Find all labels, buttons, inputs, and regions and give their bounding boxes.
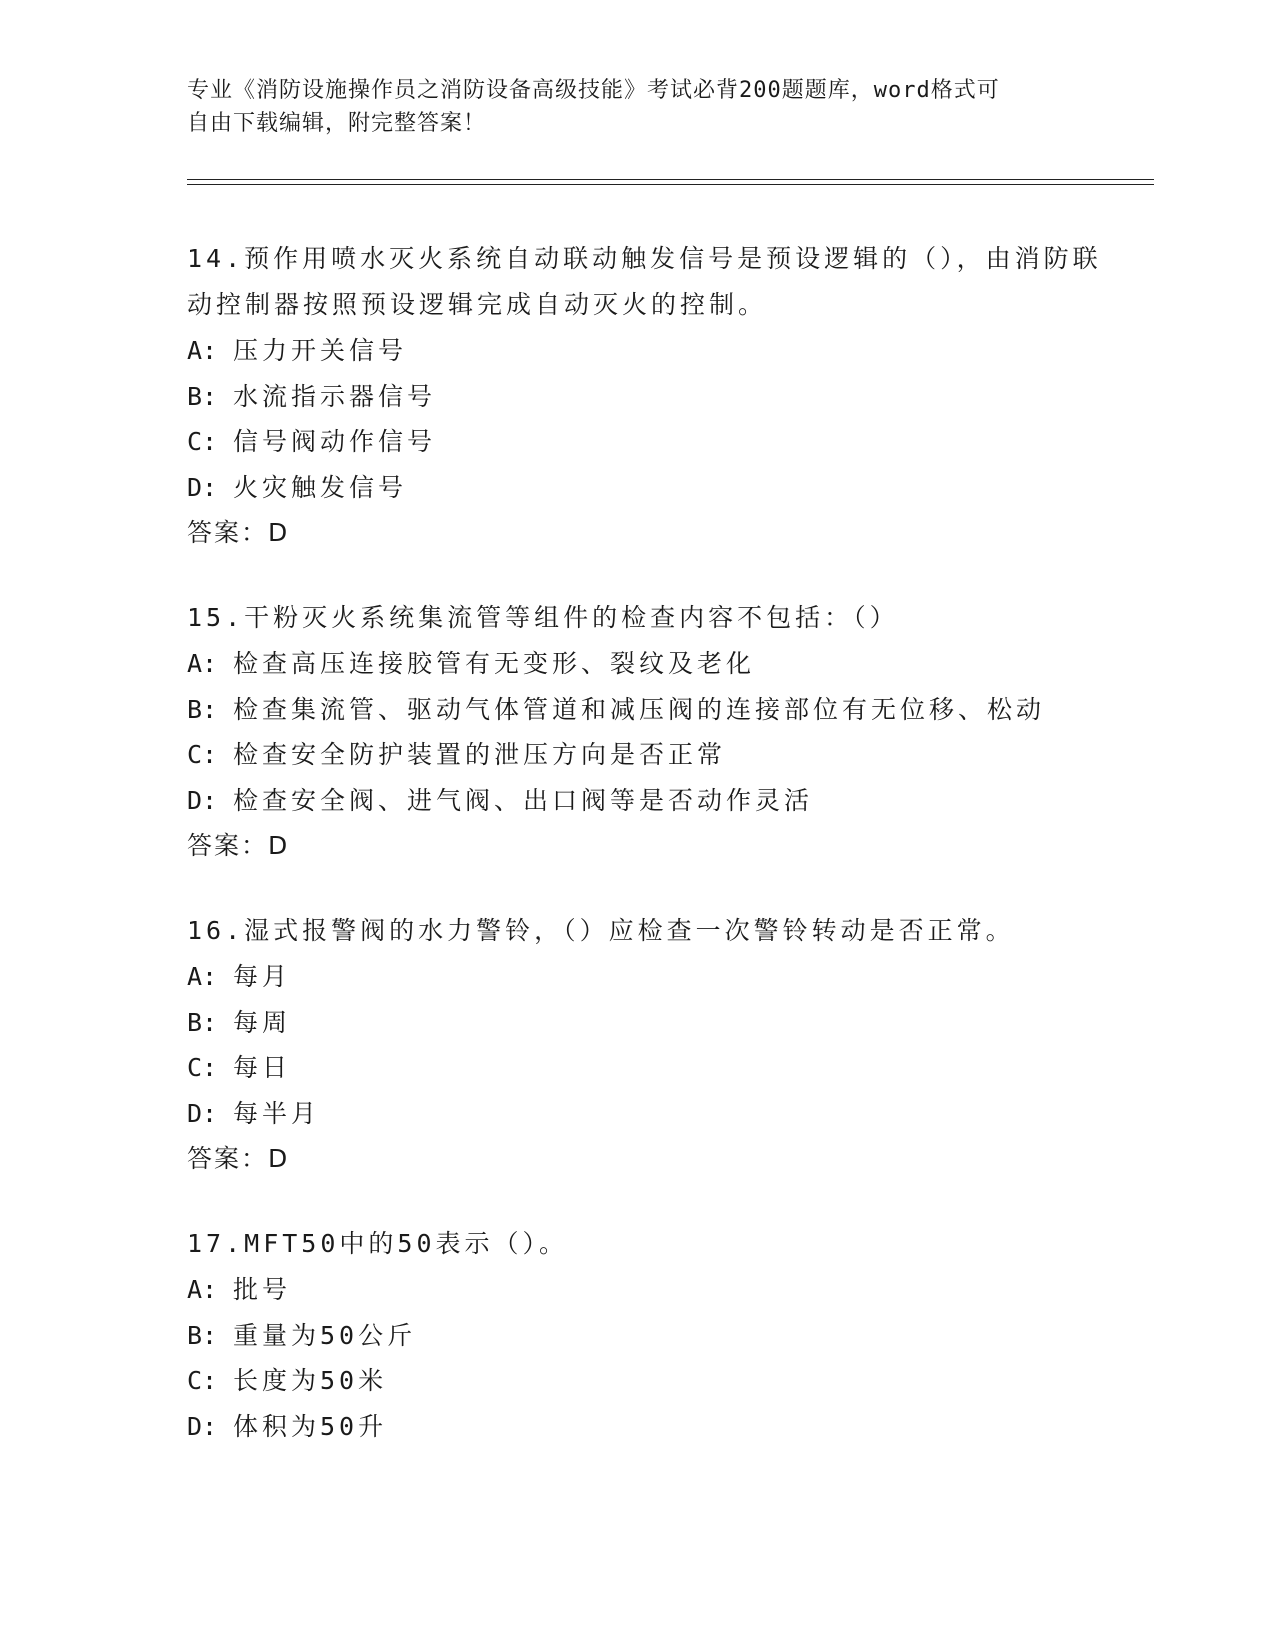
option-a: [187, 641, 1117, 687]
option-b: [187, 374, 1117, 420]
option-text: 体积为50升: [233, 1411, 388, 1441]
option-letter: D:: [187, 472, 218, 502]
option-a: [187, 954, 1117, 1000]
question-17: [187, 1221, 1117, 1449]
option-c: [187, 1045, 1117, 1091]
option-d: [187, 778, 1117, 824]
option-letter: A:: [187, 336, 218, 365]
option-c: [187, 732, 1117, 778]
option-letter: A:: [187, 1275, 218, 1304]
question-text: 15.干粉灭火系统集流管等组件的检查内容不包括：（）: [187, 603, 899, 632]
header-line-2: 自由下载编辑，附完整答案！: [187, 111, 487, 136]
option-letter: A:: [187, 649, 218, 678]
option-text: 检查集流管、驱动气体管道和减压阀的连接部位有无位移、松动: [233, 694, 1046, 724]
question-text: 14.预作用喷水灭火系统自动联动触发信号是预设逻辑的（），由消防联动控制器按照预设逻辑完成自动灭火的控制。: [187, 244, 1102, 319]
option-a: [187, 1267, 1117, 1313]
option-letter: A:: [187, 962, 218, 991]
question-16: [187, 908, 1117, 1182]
question-14: [187, 236, 1117, 556]
option-d: [187, 1404, 1117, 1450]
option-text: 每周: [233, 1007, 292, 1037]
header-line-1: 专业《消防设施操作员之消防设备高级技能》考试必背200题题库，word格式可: [187, 78, 1000, 103]
header-rule-top: [187, 179, 1154, 180]
option-letter: D:: [187, 785, 218, 815]
option-letter: B:: [187, 1320, 218, 1350]
option-c: [187, 419, 1117, 465]
option-b: [187, 687, 1117, 733]
option-letter: C:: [187, 1053, 218, 1082]
document-header: [187, 74, 1067, 140]
option-b: [187, 1000, 1117, 1046]
option-letter: D:: [187, 1411, 218, 1441]
option-text: 批号: [233, 1275, 292, 1304]
header-rule-bottom: [187, 184, 1154, 185]
question-15: [187, 595, 1117, 869]
option-letter: C:: [187, 740, 218, 769]
option-b: [187, 1313, 1117, 1359]
option-text: 水流指示器信号: [233, 381, 437, 411]
option-c: [187, 1358, 1117, 1404]
option-a: [187, 328, 1117, 374]
option-text: 长度为50米: [233, 1366, 388, 1395]
option-letter: C:: [187, 1366, 218, 1395]
option-text: 检查安全防护装置的泄压方向是否正常: [233, 740, 727, 769]
option-letter: B:: [187, 1007, 218, 1037]
option-letter: B:: [187, 694, 218, 724]
option-text: 每半月: [233, 1098, 321, 1128]
option-letter: C:: [187, 427, 218, 456]
option-d: [187, 465, 1117, 511]
answer: 答案：D: [187, 1144, 290, 1173]
answer: 答案：D: [187, 831, 290, 860]
option-text: 火灾触发信号: [233, 472, 408, 502]
answer: 答案：D: [187, 518, 290, 547]
option-letter: B:: [187, 381, 218, 411]
option-text: 检查安全阀、进气阀、出口阀等是否动作灵活: [233, 785, 814, 815]
option-text: 检查高压连接胶管有无变形、裂纹及老化: [233, 649, 756, 678]
option-text: 压力开关信号: [233, 336, 408, 365]
question-text: 17.MFT50中的50表示（）。: [187, 1229, 569, 1258]
option-text: 重量为50公斤: [233, 1320, 417, 1350]
question-list: [187, 236, 1117, 1488]
option-text: 信号阀动作信号: [233, 427, 437, 456]
option-d: [187, 1091, 1117, 1137]
option-text: 每日: [233, 1053, 292, 1082]
option-letter: D:: [187, 1098, 218, 1128]
question-text: 16.湿式报警阀的水力警铃，（）应检查一次警铃转动是否正常。: [187, 916, 1015, 945]
option-text: 每月: [233, 962, 292, 991]
